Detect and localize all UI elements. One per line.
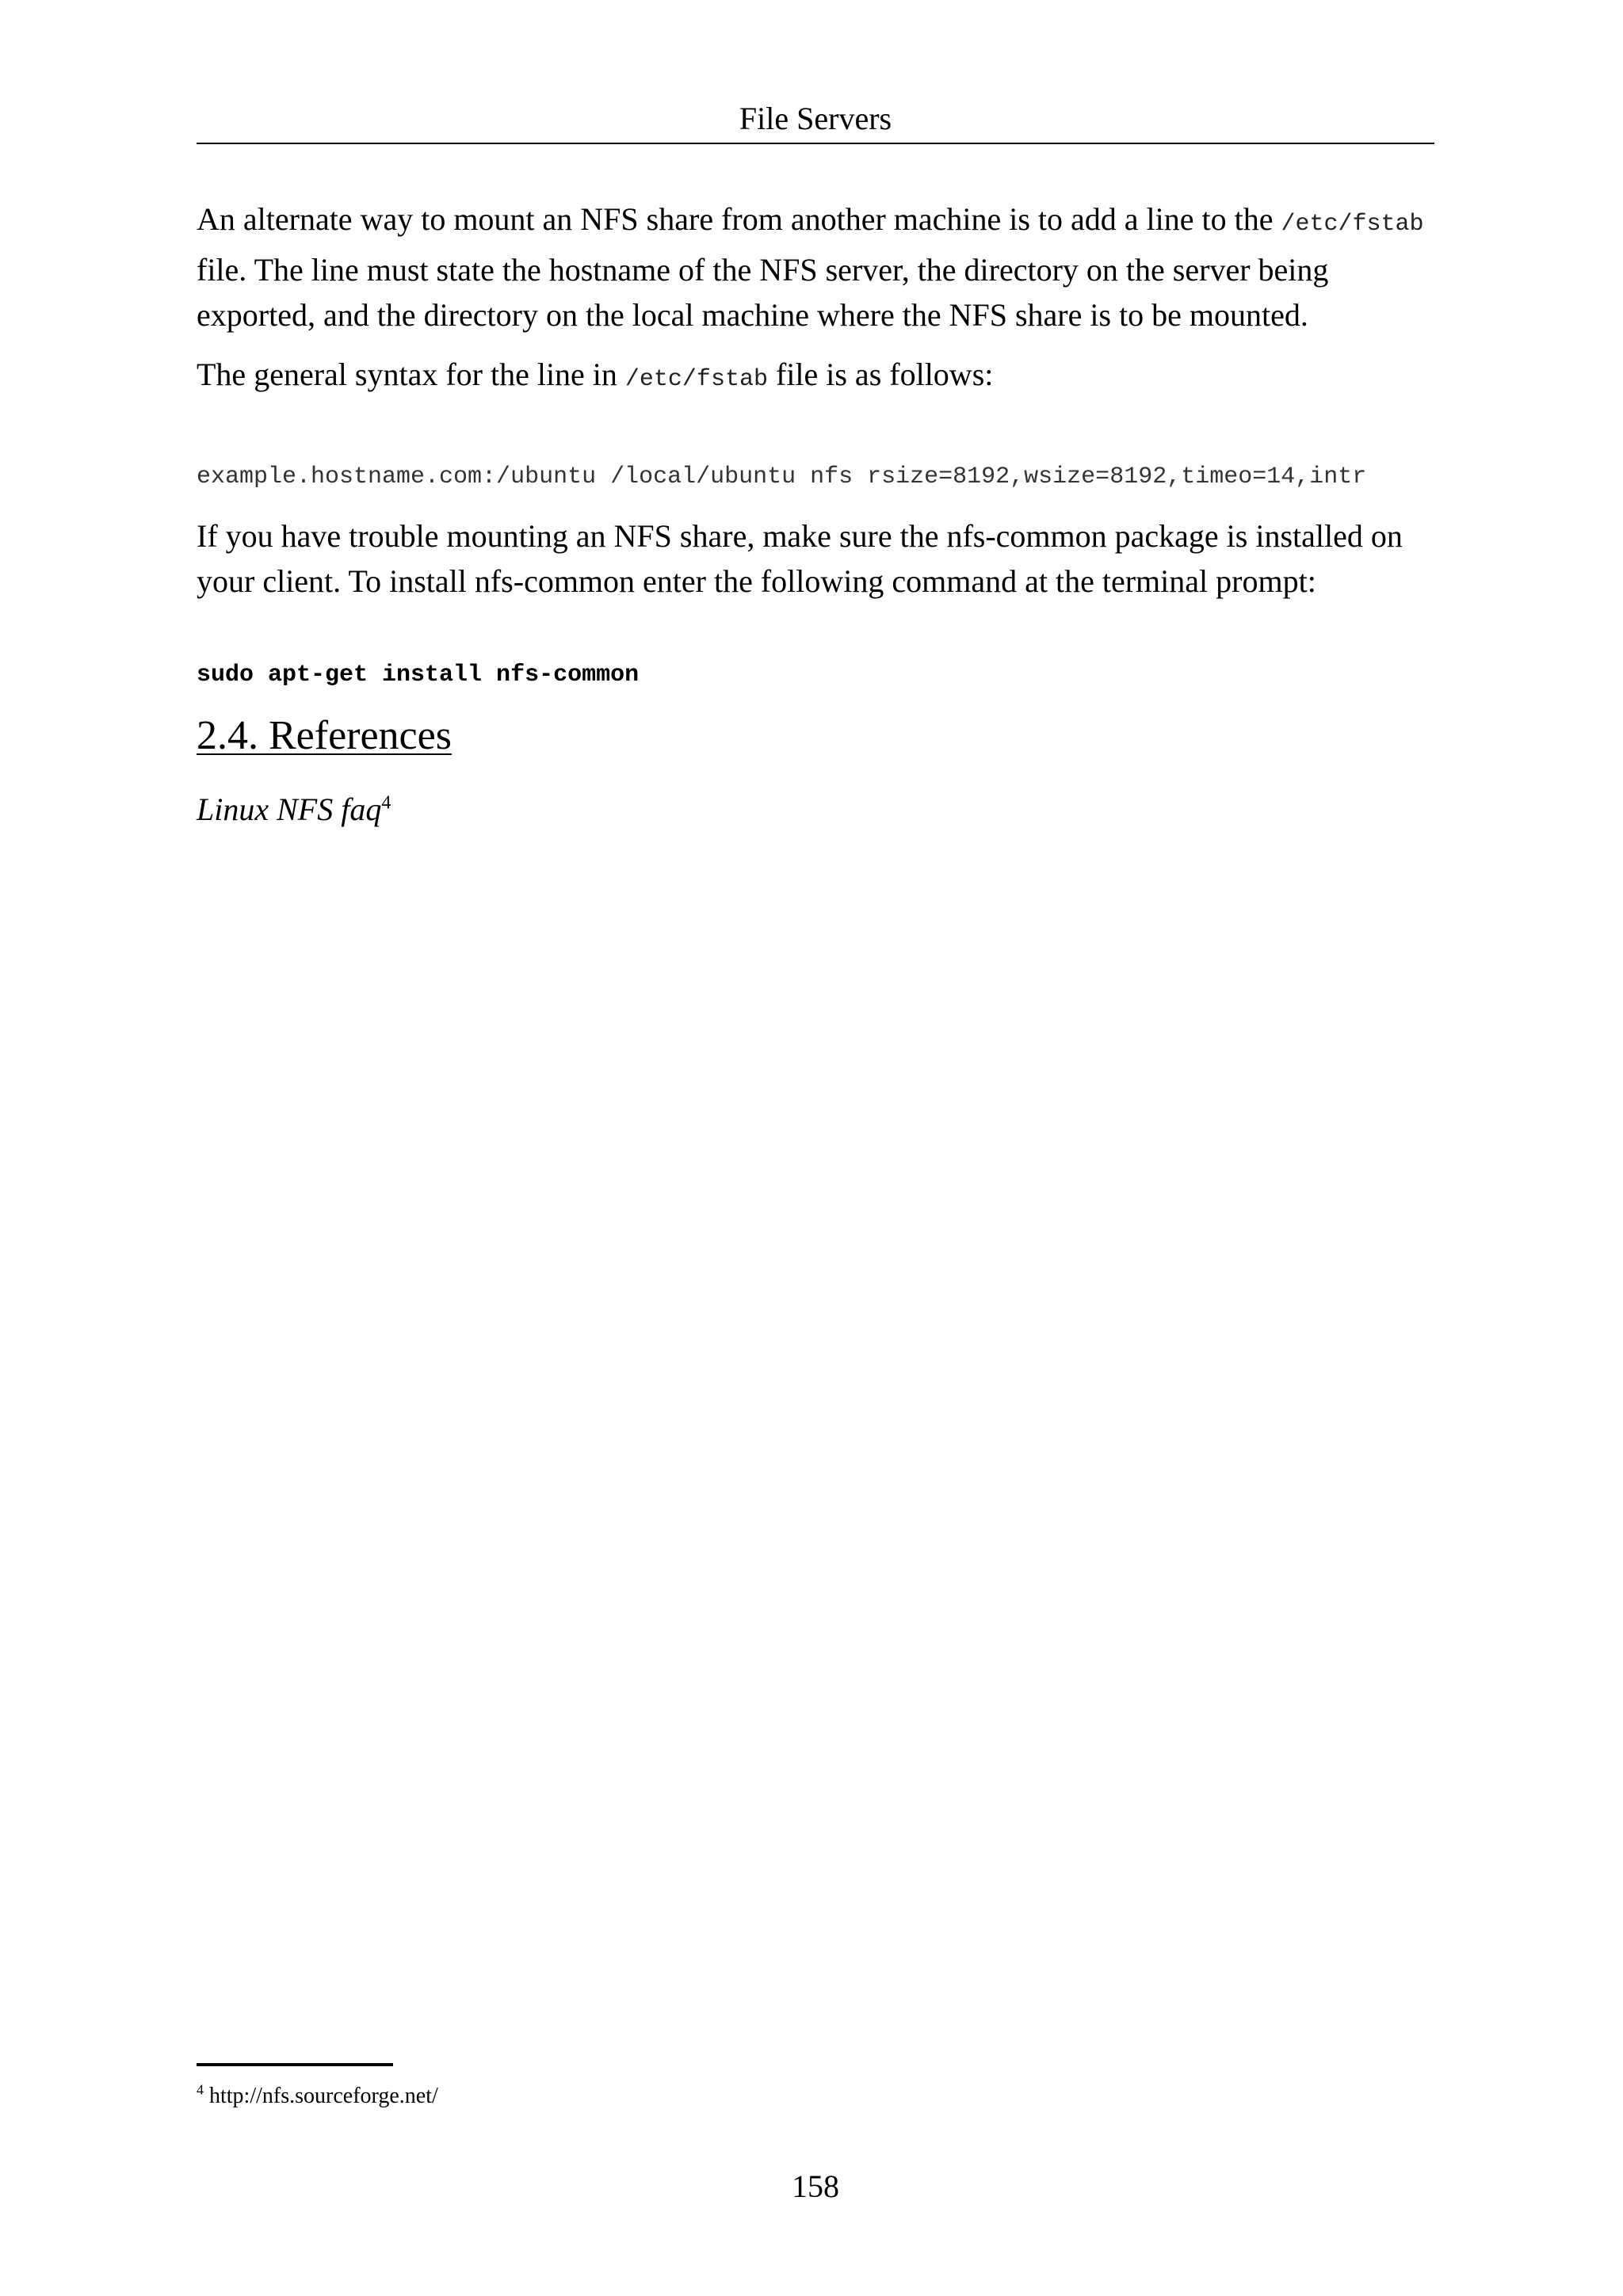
page-number: 158 <box>792 2168 839 2204</box>
footnote-reference: 4 <box>381 792 391 814</box>
reference-link-linux-nfs-faq[interactable]: Linux NFS faq <box>197 791 382 827</box>
footnote-marker: 4 <box>197 2081 204 2098</box>
page-content <box>197 196 1434 832</box>
paragraph-text: file. The line must state the hostname of the NFS server, the directory on the server being exported, and the directory on the local machine where the NFS share is to be mounted. <box>197 252 1329 333</box>
header-rule <box>197 143 1434 144</box>
paragraph-text: file is as follows: <box>767 357 994 392</box>
fstab-example-code: example.hostname.com:/ubuntu /local/ubuntu nfs rsize=8192,wsize=8192,timeo=14,intr <box>197 463 1367 490</box>
footnote-separator <box>197 2063 393 2066</box>
paragraph-syntax-intro <box>197 352 1434 402</box>
reference-item[interactable] <box>197 788 1434 832</box>
footnote <box>197 2082 438 2111</box>
install-command-code: sudo apt-get install nfs-common <box>197 662 640 688</box>
inline-code-fstab: /etc/fstab <box>1281 211 1424 238</box>
paragraph-text: The general syntax for the line in <box>197 357 625 392</box>
running-header: File Servers <box>739 101 892 136</box>
paragraph-text: An alternate way to mount an NFS share from another machine is to add a line to the <box>197 201 1281 237</box>
section-heading-references: 2.4. References <box>197 713 452 758</box>
paragraph-troubleshooting: If you have trouble mounting an NFS share, make sure the nfs-common package is installed on your client. To install nfs-common enter the following command at the terminal prompt: <box>197 518 1403 599</box>
paragraph-fstab-intro <box>197 196 1434 338</box>
inline-code-fstab: /etc/fstab <box>624 366 768 393</box>
footnote-url[interactable]: http://nfs.sourceforge.net/ <box>204 2084 438 2108</box>
